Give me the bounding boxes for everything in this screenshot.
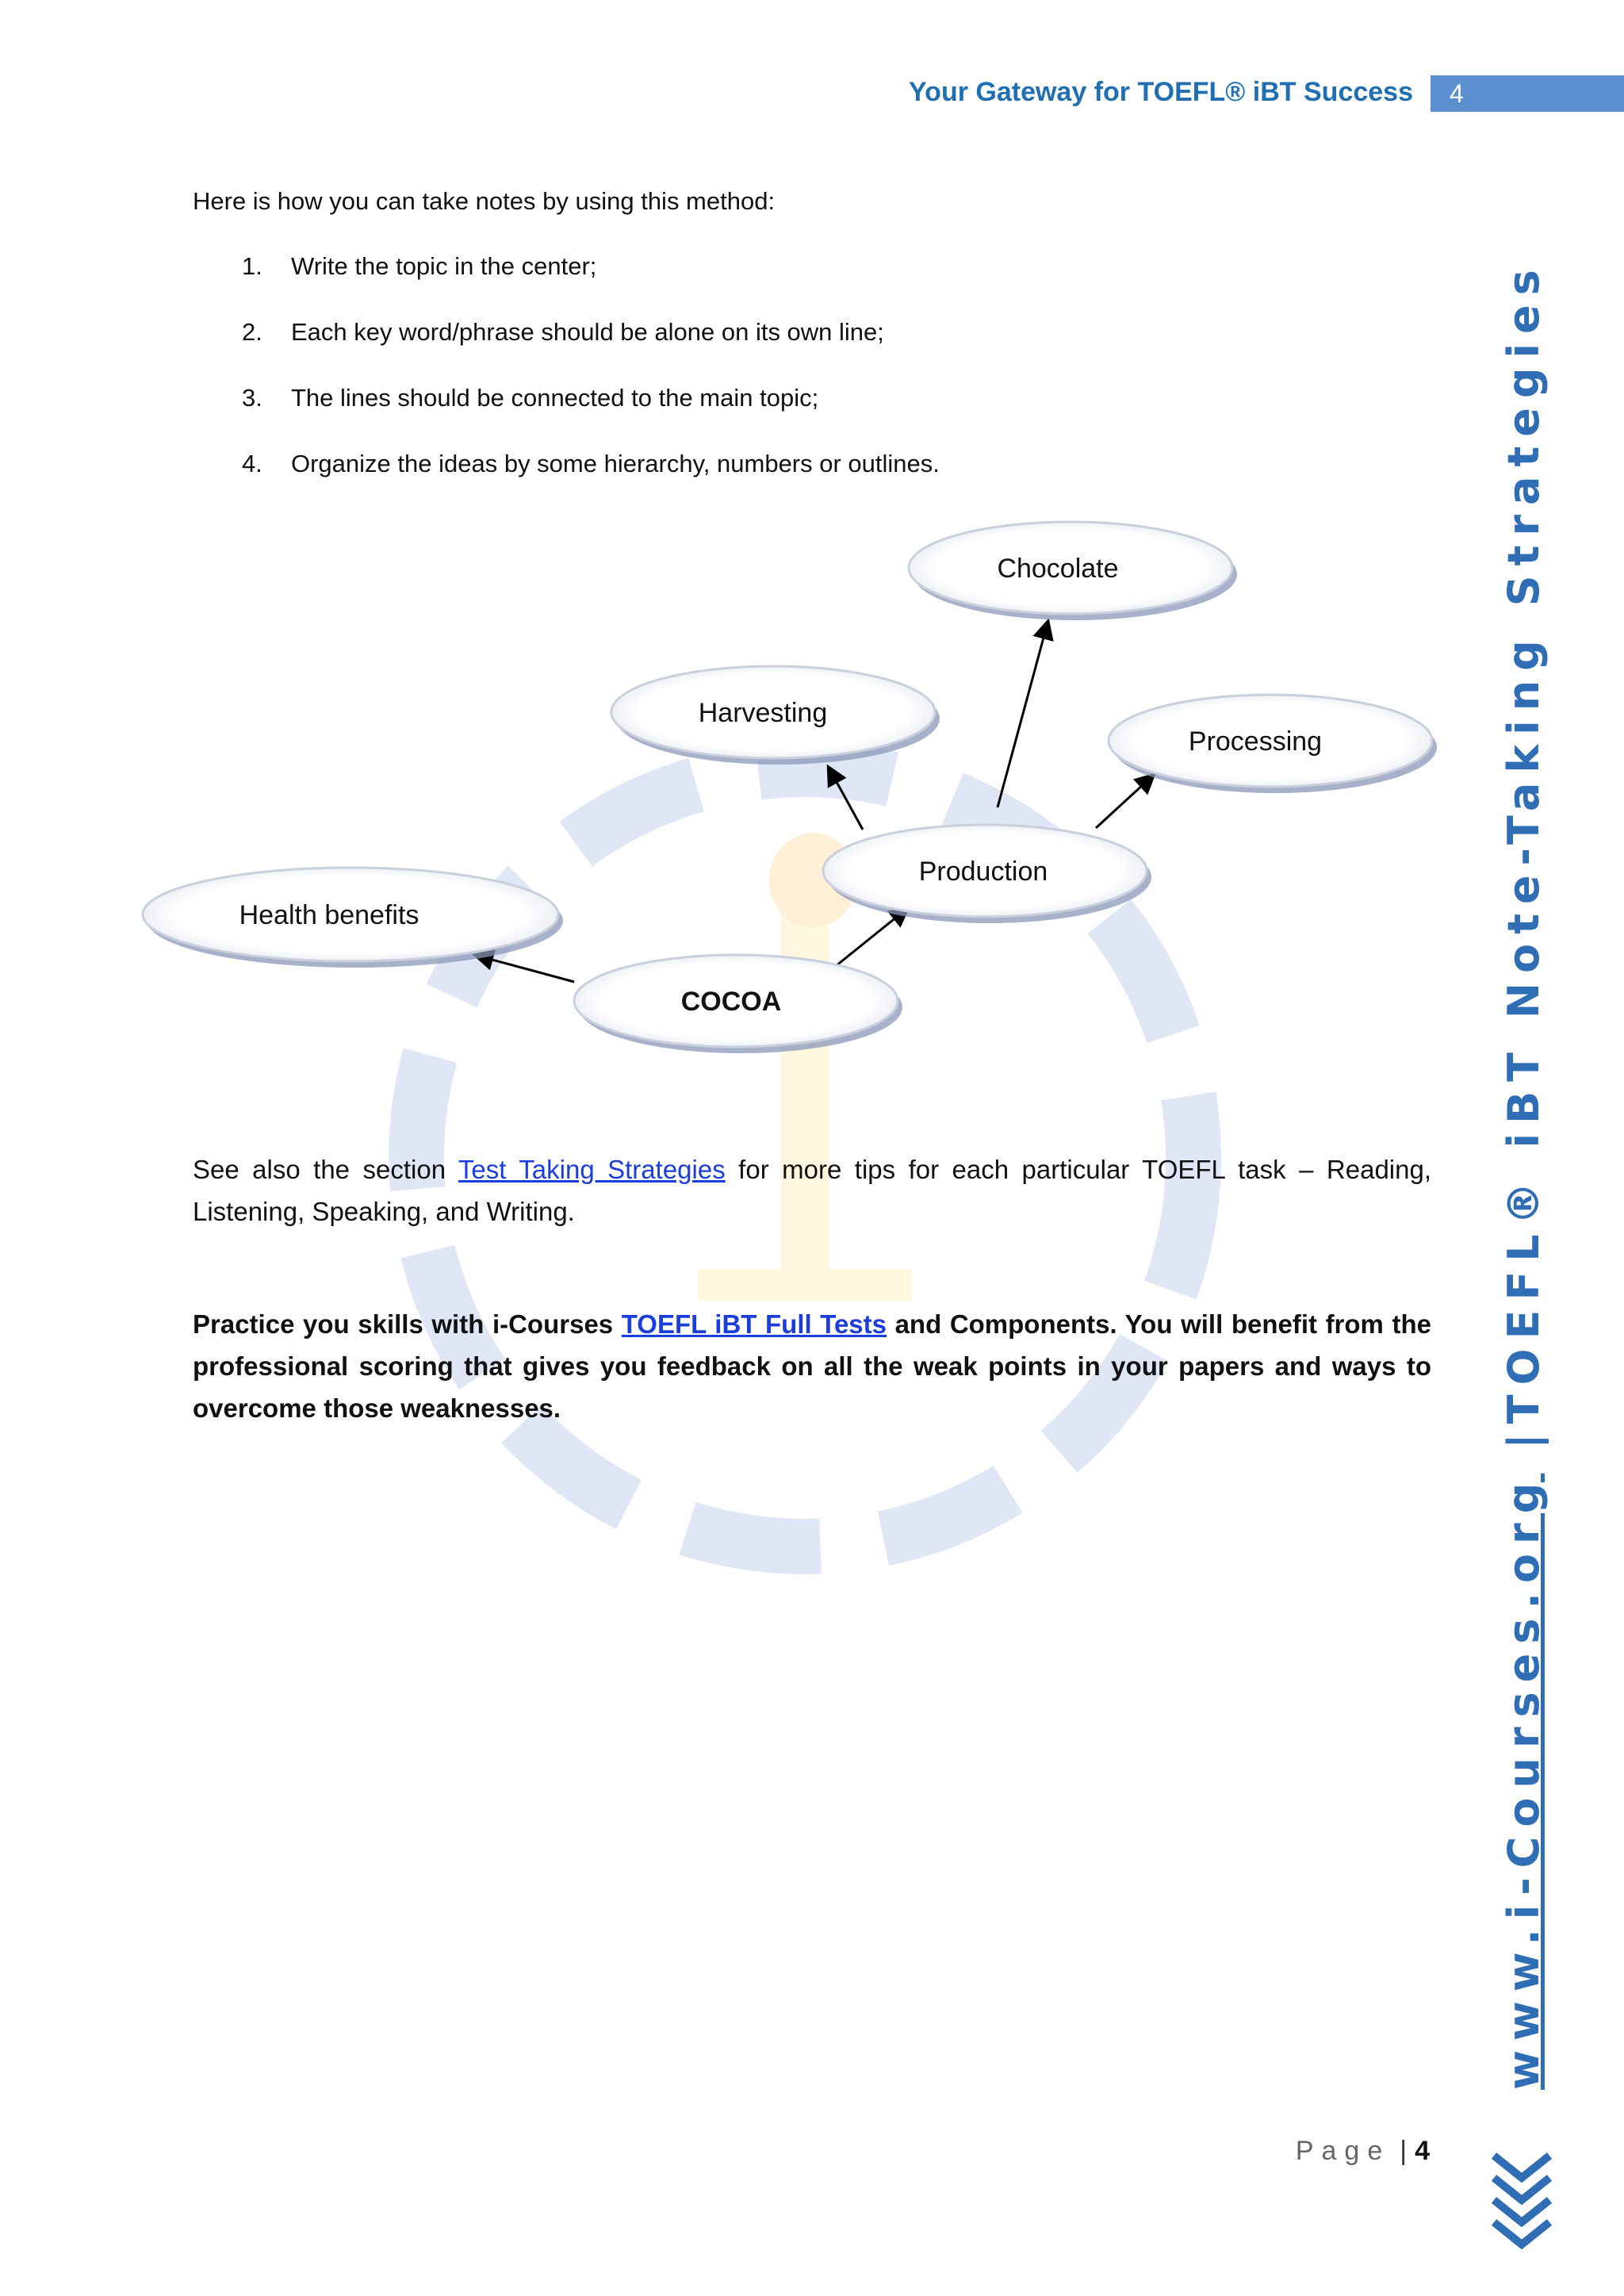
header-page-number: 4 bbox=[1450, 79, 1464, 108]
connector-cocoa-production bbox=[836, 907, 909, 966]
list-text: Organize the ideas by some hierarchy, numbers or outlines. bbox=[291, 450, 940, 477]
page-footer bbox=[1296, 2136, 1430, 2167]
node-chocolate bbox=[909, 522, 1237, 620]
list-number: 2. bbox=[242, 318, 262, 346]
intro-text: Here is how you can take notes by using this method: bbox=[193, 187, 776, 215]
test-taking-strategies-link[interactable]: Test Taking Strategies bbox=[458, 1155, 726, 1184]
node-label-chocolate: Chocolate bbox=[997, 554, 1119, 584]
node-label-health-benefits: Health benefits bbox=[239, 900, 419, 930]
node-label-cocoa: COCOA bbox=[680, 987, 782, 1017]
para2-text-before: Practice you skills with i-Courses bbox=[193, 1309, 622, 1339]
side-title: |TOEFL® iBT Note-Taking Strategies bbox=[1499, 260, 1549, 1474]
node-label-processing: Processing bbox=[1188, 726, 1323, 757]
list-text: Write the topic in the center; bbox=[291, 252, 597, 280]
node-cocoa bbox=[574, 955, 902, 1053]
footer-page-label: Page bbox=[1295, 2136, 1391, 2166]
footer-separator: | bbox=[1400, 2136, 1408, 2166]
side-url-link[interactable]: www.i-Courses.org bbox=[1499, 1473, 1549, 2090]
para2-text-after: and Components. You will benefit from the professional scoring that gives you feedback on all the weak points in your papers and ways to overcome those weaknesses. bbox=[193, 1309, 1431, 1423]
list-text: Each key word/phrase should be alone on its own line; bbox=[291, 318, 884, 346]
node-production bbox=[823, 825, 1151, 923]
node-label-production: Production bbox=[918, 857, 1048, 887]
list-number: 3. bbox=[242, 384, 262, 412]
toefl-full-tests-link[interactable]: TOEFL iBT Full Tests bbox=[621, 1309, 887, 1339]
header-title: Your Gateway for TOEFL® iBT Success bbox=[909, 77, 1413, 107]
list-number: 4. bbox=[242, 450, 262, 477]
see-also-paragraph bbox=[193, 1148, 1431, 1232]
side-banner bbox=[1499, 260, 1549, 2090]
chevron-down-icon bbox=[1489, 2149, 1554, 2252]
connector-production-chocolate bbox=[998, 620, 1048, 807]
connector-cocoa-health bbox=[474, 955, 574, 982]
connector-production-processing bbox=[1096, 774, 1155, 828]
list-number: 1. bbox=[242, 252, 262, 280]
para1-text-after: for more tips for each particular TOEFL task – Reading, Listening, Speaking, and Writing. bbox=[193, 1155, 1431, 1226]
para1-text-before: See also the section bbox=[193, 1155, 458, 1184]
node-label-harvesting: Harvesting bbox=[698, 698, 828, 728]
node-processing bbox=[1109, 695, 1437, 793]
connector-production-harvesting bbox=[828, 766, 863, 830]
list-text: The lines should be connected to the main topic; bbox=[291, 384, 819, 412]
node-harvesting bbox=[611, 666, 940, 765]
node-health-benefits bbox=[143, 868, 563, 968]
practice-paragraph bbox=[193, 1303, 1431, 1429]
footer-page-number: 4 bbox=[1415, 2136, 1430, 2166]
